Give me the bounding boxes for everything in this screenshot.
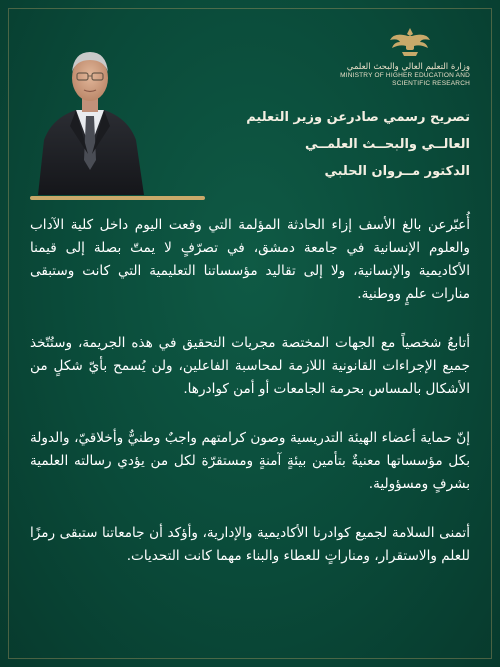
statement-body bbox=[30, 214, 470, 594]
gold-divider bbox=[30, 196, 205, 200]
statement-line-1: تصريح رسمي صادرعن وزير التعليم bbox=[246, 110, 470, 125]
ministry-name-ar: وزارة التعليم العالي والبحث العلمي bbox=[346, 62, 470, 72]
paragraph-3: إنّ حماية أعضاء الهيئة التدريسية وصون كرامتهم واجبٌ وطنيٌّ وأخلاقيّ، والدولة بكل مؤسساتها معنيةٌ بتأمين بيئةٍ آمنةٍ ومستقرّة لكل من يؤدي رسالته العلمية بشرفٍ ومسؤولية. bbox=[30, 430, 470, 492]
paragraph-2: أتابعُ شخصياً مع الجهات المختصة مجريات التحقيق في هذه الجريمة، وستُتّخذ جميع الإجراءات القانونية اللازمة لمحاسبة الفاعلين، ولن يُسمح بأيّ شكلٍ من الأشكال بالمساس بحرمة الجامعات أو أمن كوادرها. bbox=[30, 335, 470, 397]
ministry-name-en-2: SCIENTIFIC RESEARCH bbox=[392, 80, 470, 87]
ministry-logo bbox=[310, 32, 470, 88]
paragraph-1: أُعبّرعن بالغ الأسف إزاء الحادثة المؤلمة التي وقعت اليوم داخل كلية الآداب والعلوم الإنسانية في جامعة دمشق، في تصرّفٍ لا يمتّ بصلة إلى قيمنا الأكاديمية والإنسانية، ولا إلى تقاليد مؤسساتنا التعليمية التي كانت وستبقى منارات علمٍ ووطنية. bbox=[30, 217, 470, 302]
statement-line-2: العالــي والبحــث العلمــي bbox=[304, 137, 470, 152]
minister-photo bbox=[30, 30, 150, 195]
eagle-emblem-icon bbox=[388, 26, 432, 60]
statement-heading bbox=[170, 104, 470, 185]
paragraph-4: أتمنى السلامة لجميع كوادرنا الأكاديمية والإدارية، وأؤكد أن جامعاتنا ستبقى رمزًا للعلم والاستقرار، ومناراتٍ للعطاء والبناء مهما كانت التحديات. bbox=[30, 525, 470, 564]
ministry-name-en-1: MINISTRY OF HIGHER EDUCATION AND bbox=[340, 72, 470, 79]
statement-line-3: الدكتور مــروان الحلبي bbox=[324, 164, 470, 179]
